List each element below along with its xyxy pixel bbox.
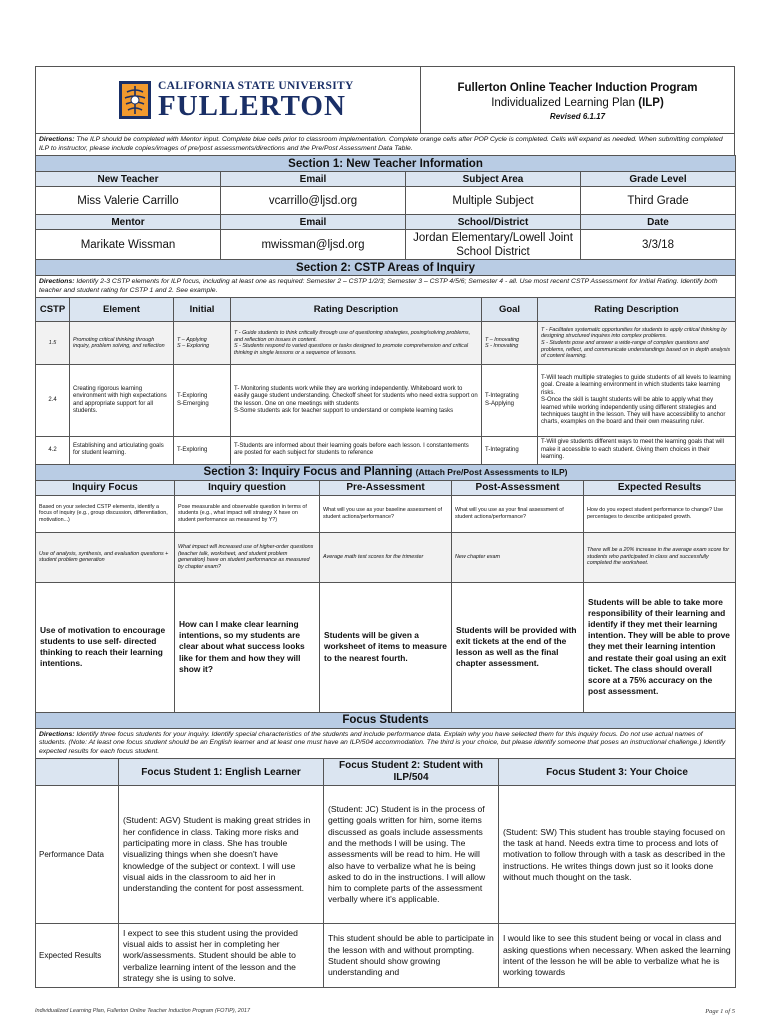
section3-table <box>35 464 736 713</box>
header-school-district: School/District <box>406 215 581 230</box>
subject-area-value: Multiple Subject <box>406 187 581 215</box>
header-mentor-email: Email <box>221 215 406 230</box>
header-initial: Initial <box>174 298 231 322</box>
header-goal-rating-description: Rating Description <box>538 298 736 322</box>
header-focus-student-1: Focus Student 1: English Learner <box>119 759 324 786</box>
header-post-assessment: Post-Assessment <box>452 480 584 495</box>
new-teacher-name: Miss Valerie Carrillo <box>36 187 221 215</box>
header-pre-assessment: Pre-Assessment <box>320 480 452 495</box>
program-title: Fullerton Online Teacher Induction Program <box>457 81 698 94</box>
date-value: 3/3/18 <box>581 230 736 260</box>
logo-cell <box>36 67 421 134</box>
cstp-goal-description: T - Facilitates systematic opportunities for students to apply critical thinking by designing structured inquires into complex problems. S - Students pose and answer a wide-range of complex questions and problems, reflect, and communicate understandings based on in depth analysis of content learning. <box>538 322 736 365</box>
cstp-initial: T-Exploring S-Emerging <box>174 365 231 437</box>
header-element: Element <box>70 298 174 322</box>
cstp-initial: T – Applying S – Exploring <box>174 322 231 365</box>
performance-data-student-3: (Student: SW) This student has trouble staying focused on the task at hand. Needs extra time to process and lots of motivation to follow through with a task as described in the instructions. He writes things down just so it looks done without much thought on the task. <box>499 786 736 924</box>
example-expected-results: There will be a 20% increase in the average exam score for students who participated in class and successfully completed the worksheet. <box>584 532 736 582</box>
revision-date: Revised 6.1.17 <box>549 111 606 121</box>
prompt-post-assessment: What will you use as your final assessment of student actions/performance? <box>452 495 584 532</box>
expected-results-row <box>36 924 736 988</box>
footer-source: Individualized Learning Plan, Fullerton Online Teacher Induction Program (FOTIP), 2017 <box>35 1008 251 1014</box>
fullerton-seal-icon <box>118 80 152 120</box>
cstp-element: Establishing and articulating goals for student learning. <box>70 437 174 464</box>
focus-students-table <box>35 712 736 989</box>
header-expected-results: Expected Results <box>584 480 736 495</box>
header-goal: Goal <box>482 298 538 322</box>
section1-table <box>35 155 736 260</box>
performance-data-student-2: (Student: JC) Student is in the process of getting goals written for him, some items discussed as goals include assessments and the methods I will be using. The assessments will be read to him. He will also have to verbalize what he is being asked to do in the instructions. I will allow him to complete parts of the assessment verbally where it's applicable. <box>324 786 499 924</box>
header-subject-area: Subject Area <box>406 172 581 187</box>
cstp-goal-description: T-Will teach multiple strategies to guide students of all levels to learning goal. Create a learning environment in which students take learning risks. S-Once the skill is taught students will be able to apply what they learned while working independently using different strategies and techniques taught in the lesson. They will have accessibility to anchor charts, examples on the board and their own measuring ruler. <box>538 365 736 437</box>
header-rating-description: Rating Description <box>231 298 482 322</box>
performance-data-student-1: (Student: AGV) Student is making great strides in her confidence in class. Taking more risks and participating more in class. She has trouble visualizing things when she doesn't have knowledge of the subject or context. I will use visual aids in the classroom to aid her in understanding the content for post assessment. <box>119 786 324 924</box>
cstp-element: Promoting critical thinking through inquiry, problem solving, and reflection <box>70 322 174 365</box>
directions-text: The ILP should be completed with Mentor input. Complete blue cells prior to classroom implementation. Complete orange cells after POP Cycle is completed. Cells will expand as needed. When submitting completed ILP to instructor, please include copies/images of pre/post assessments/directions and the Pre/Post Assessment Data Table. <box>39 136 723 152</box>
header-focus-student-2: Focus Student 2: Student with ILP/504 <box>324 759 499 786</box>
answer-expected-results: Students will be able to take more responsibility of their learning and identify if they met their learning intention. They will be able to prove they met their learning intention and restate their goal using an exit ticket. The class should overall score at a 75% accuracy on the post assessment. <box>584 582 736 712</box>
cstp-rating-description: T - Guide students to think critically through use of questioning strategies, posing/solving problems, and reflection on issues in content. S - Students respond to varied questions or tasks designed to promote comprehension and critical thinking in single lessons or a sequence of lessons. <box>231 322 482 365</box>
section2-title: Section 2: CSTP Areas of Inquiry <box>36 260 736 276</box>
cstp-goal: T – Innovating S - Innovating <box>482 322 538 365</box>
header-grade-level: Grade Level <box>581 172 736 187</box>
page-number: Page 1 of 5 <box>705 1008 735 1015</box>
answer-inquiry-focus: Use of motivation to encourage students to use self- directed thinking to reach their learning intentions. <box>36 582 175 712</box>
cstp-goal: T-Integrating S-Applying <box>482 365 538 437</box>
cstp-goal: T-Integrating <box>482 437 538 464</box>
plan-title-text: Individualized Learning Plan <box>491 96 639 109</box>
focus-directions-text: Identify three focus students for your inquiry. Identify special characteristics of the students and include performance data. Explain why you have selected them for this inquiry focus. Do not use actual names of students. (Note: At least one focus student should be an English learner and at least one must have an ILP/504 accommodation. The third is your choice, but please identify someone that poses an instructional challenge.) Identify expected results for each focus student. <box>39 730 726 755</box>
section3-title-text: Section 3: Inquiry Focus and Planning <box>203 466 416 479</box>
focus-directions <box>36 728 736 759</box>
expected-results-label: Expected Results <box>36 924 119 988</box>
example-inquiry-question: What impact will increased use of higher-order questions (teacher talk, worksheet, and student problem generation) have on student performance as measured by chapter exam? <box>175 532 320 582</box>
example-pre-assessment: Average math test scores for the trimester <box>320 532 452 582</box>
section2-directions-text: Identify 2-3 CSTP elements for ILP focus, including at least one as required: Semester 2 – CSTP 1/2/3; Semester 3 – CSTP 4/5/6; Semester 4 - all. Use most recent CSTP Assessment for Initial Rating. Identify both teacher and student rating for CSTP 1 and 2. See example. <box>39 278 718 294</box>
prompt-expected-results: How do you expect student performance to change? Use percentages to describe anticipated growth. <box>584 495 736 532</box>
new-teacher-email: vcarrillo@ljsd.org <box>221 187 406 215</box>
example-post-assessment: New chapter exam <box>452 532 584 582</box>
cstp-initial: T-Exploring <box>174 437 231 464</box>
example-inquiry-focus: Use of analysis, synthesis, and evaluation questions + student problem generation <box>36 532 175 582</box>
cstp-number: 2.4 <box>36 365 70 437</box>
logo-campus-name: FULLERTON <box>158 90 346 122</box>
ilp-document <box>35 66 735 988</box>
inquiry-example-row <box>36 532 736 582</box>
section2-directions <box>36 276 736 298</box>
header-new-teacher: New Teacher <box>36 172 221 187</box>
expected-results-student-1: I expect to see this student using the provided visual aids to assist her in completing her work/assessments. Student should be able to verbalize learning intent of the lesson and the strategy she is using to solve. <box>119 924 324 988</box>
cstp-rating-description: T- Monitoring students work while they are working independently. Whiteboard work to easily gauge student understanding. Checkoff sheet for students who need extra support on the lesson. One on one meetings with students S-Some students ask for teacher support to understand or complete learning tasks <box>231 365 482 437</box>
header-inquiry-focus: Inquiry Focus <box>36 480 175 495</box>
mentor-email: mwissman@ljsd.org <box>221 230 406 260</box>
section2-table <box>35 259 736 464</box>
section2-directions-label: Directions: <box>39 278 75 286</box>
cstp-number: 4.2 <box>36 437 70 464</box>
top-directions <box>36 134 735 156</box>
section3-title <box>36 464 736 480</box>
mentor-name: Marikate Wissman <box>36 230 221 260</box>
header-mentor: Mentor <box>36 215 221 230</box>
header-cstp: CSTP <box>36 298 70 322</box>
cstp-row <box>36 365 736 437</box>
cstp-element: Creating rigorous learning environment with high expectations and appropriate support for all students. <box>70 365 174 437</box>
focus-directions-label: Directions: <box>39 730 75 738</box>
section3-title-note: (Attach Pre/Post Assessments to ILP) <box>415 467 568 478</box>
plan-title-abbr: (ILP) <box>638 96 664 109</box>
cstp-rating-description: T-Students are informed about their learning goals before each lesson. I constantements are posted for each subject for students to reference <box>231 437 482 464</box>
header-date: Date <box>581 215 736 230</box>
plan-title <box>421 97 734 109</box>
answer-inquiry-question: How can I make clear learning intentions, so my students are clear about what success looks like for them and how they will show it? <box>175 582 320 712</box>
page-footer <box>35 1008 735 1014</box>
expected-results-student-2: This student should be able to participate in the lesson with and without prompting. Student should show growing understanding and <box>324 924 499 988</box>
answer-pre-assessment: Students will be given a worksheet of items to measure to the nearest fourth. <box>320 582 452 712</box>
section1-title: Section 1: New Teacher Information <box>36 156 736 172</box>
school-district-value: Jordan Elementary/Lowell Joint School District <box>406 230 581 260</box>
expected-results-student-3: I would like to see this student being or vocal in class and asking questions when necessary. When asked the learning intent of the lesson he will be able to verbalize what he is working towards <box>499 924 736 988</box>
cstp-goal-description: T-Will give students different ways to meet the learning goals that will make it accessible to each student. Giving them choices in their learning. <box>538 437 736 464</box>
prompt-inquiry-focus: Based on your selected CSTP elements, identify a focus of inquiry (e.g., group discussion, differentiation, motivation...) <box>36 495 175 532</box>
cstp-example-row <box>36 322 736 365</box>
performance-data-label: Performance Data <box>36 786 119 924</box>
grade-level-value: Third Grade <box>581 187 736 215</box>
inquiry-prompts-row <box>36 495 736 532</box>
focus-students-title: Focus Students <box>36 712 736 728</box>
university-logo <box>118 80 420 120</box>
logo-university-name: CALIFORNIA STATE UNIVERSITY <box>158 80 354 92</box>
performance-data-row <box>36 786 736 924</box>
header-focus-student-3: Focus Student 3: Your Choice <box>499 759 736 786</box>
answer-post-assessment: Students will be provided with exit tickets at the end of the lesson as well as the final chapter assessment. <box>452 582 584 712</box>
inquiry-answer-row <box>36 582 736 712</box>
header-inquiry-question: Inquiry question <box>175 480 320 495</box>
cstp-row <box>36 437 736 464</box>
cstp-number: 1.5 <box>36 322 70 365</box>
program-title-cell <box>421 67 735 134</box>
directions-label: Directions: <box>39 136 75 143</box>
prompt-inquiry-question: Pose measurable and observable question in terms of students (e.g., what impact will strategy X have on student performance as measured by Y?) <box>175 495 320 532</box>
focus-header-blank <box>36 759 119 786</box>
header-email: Email <box>221 172 406 187</box>
header-table <box>35 66 735 156</box>
prompt-pre-assessment: What will you use as your baseline assessment of student actions/performance? <box>320 495 452 532</box>
